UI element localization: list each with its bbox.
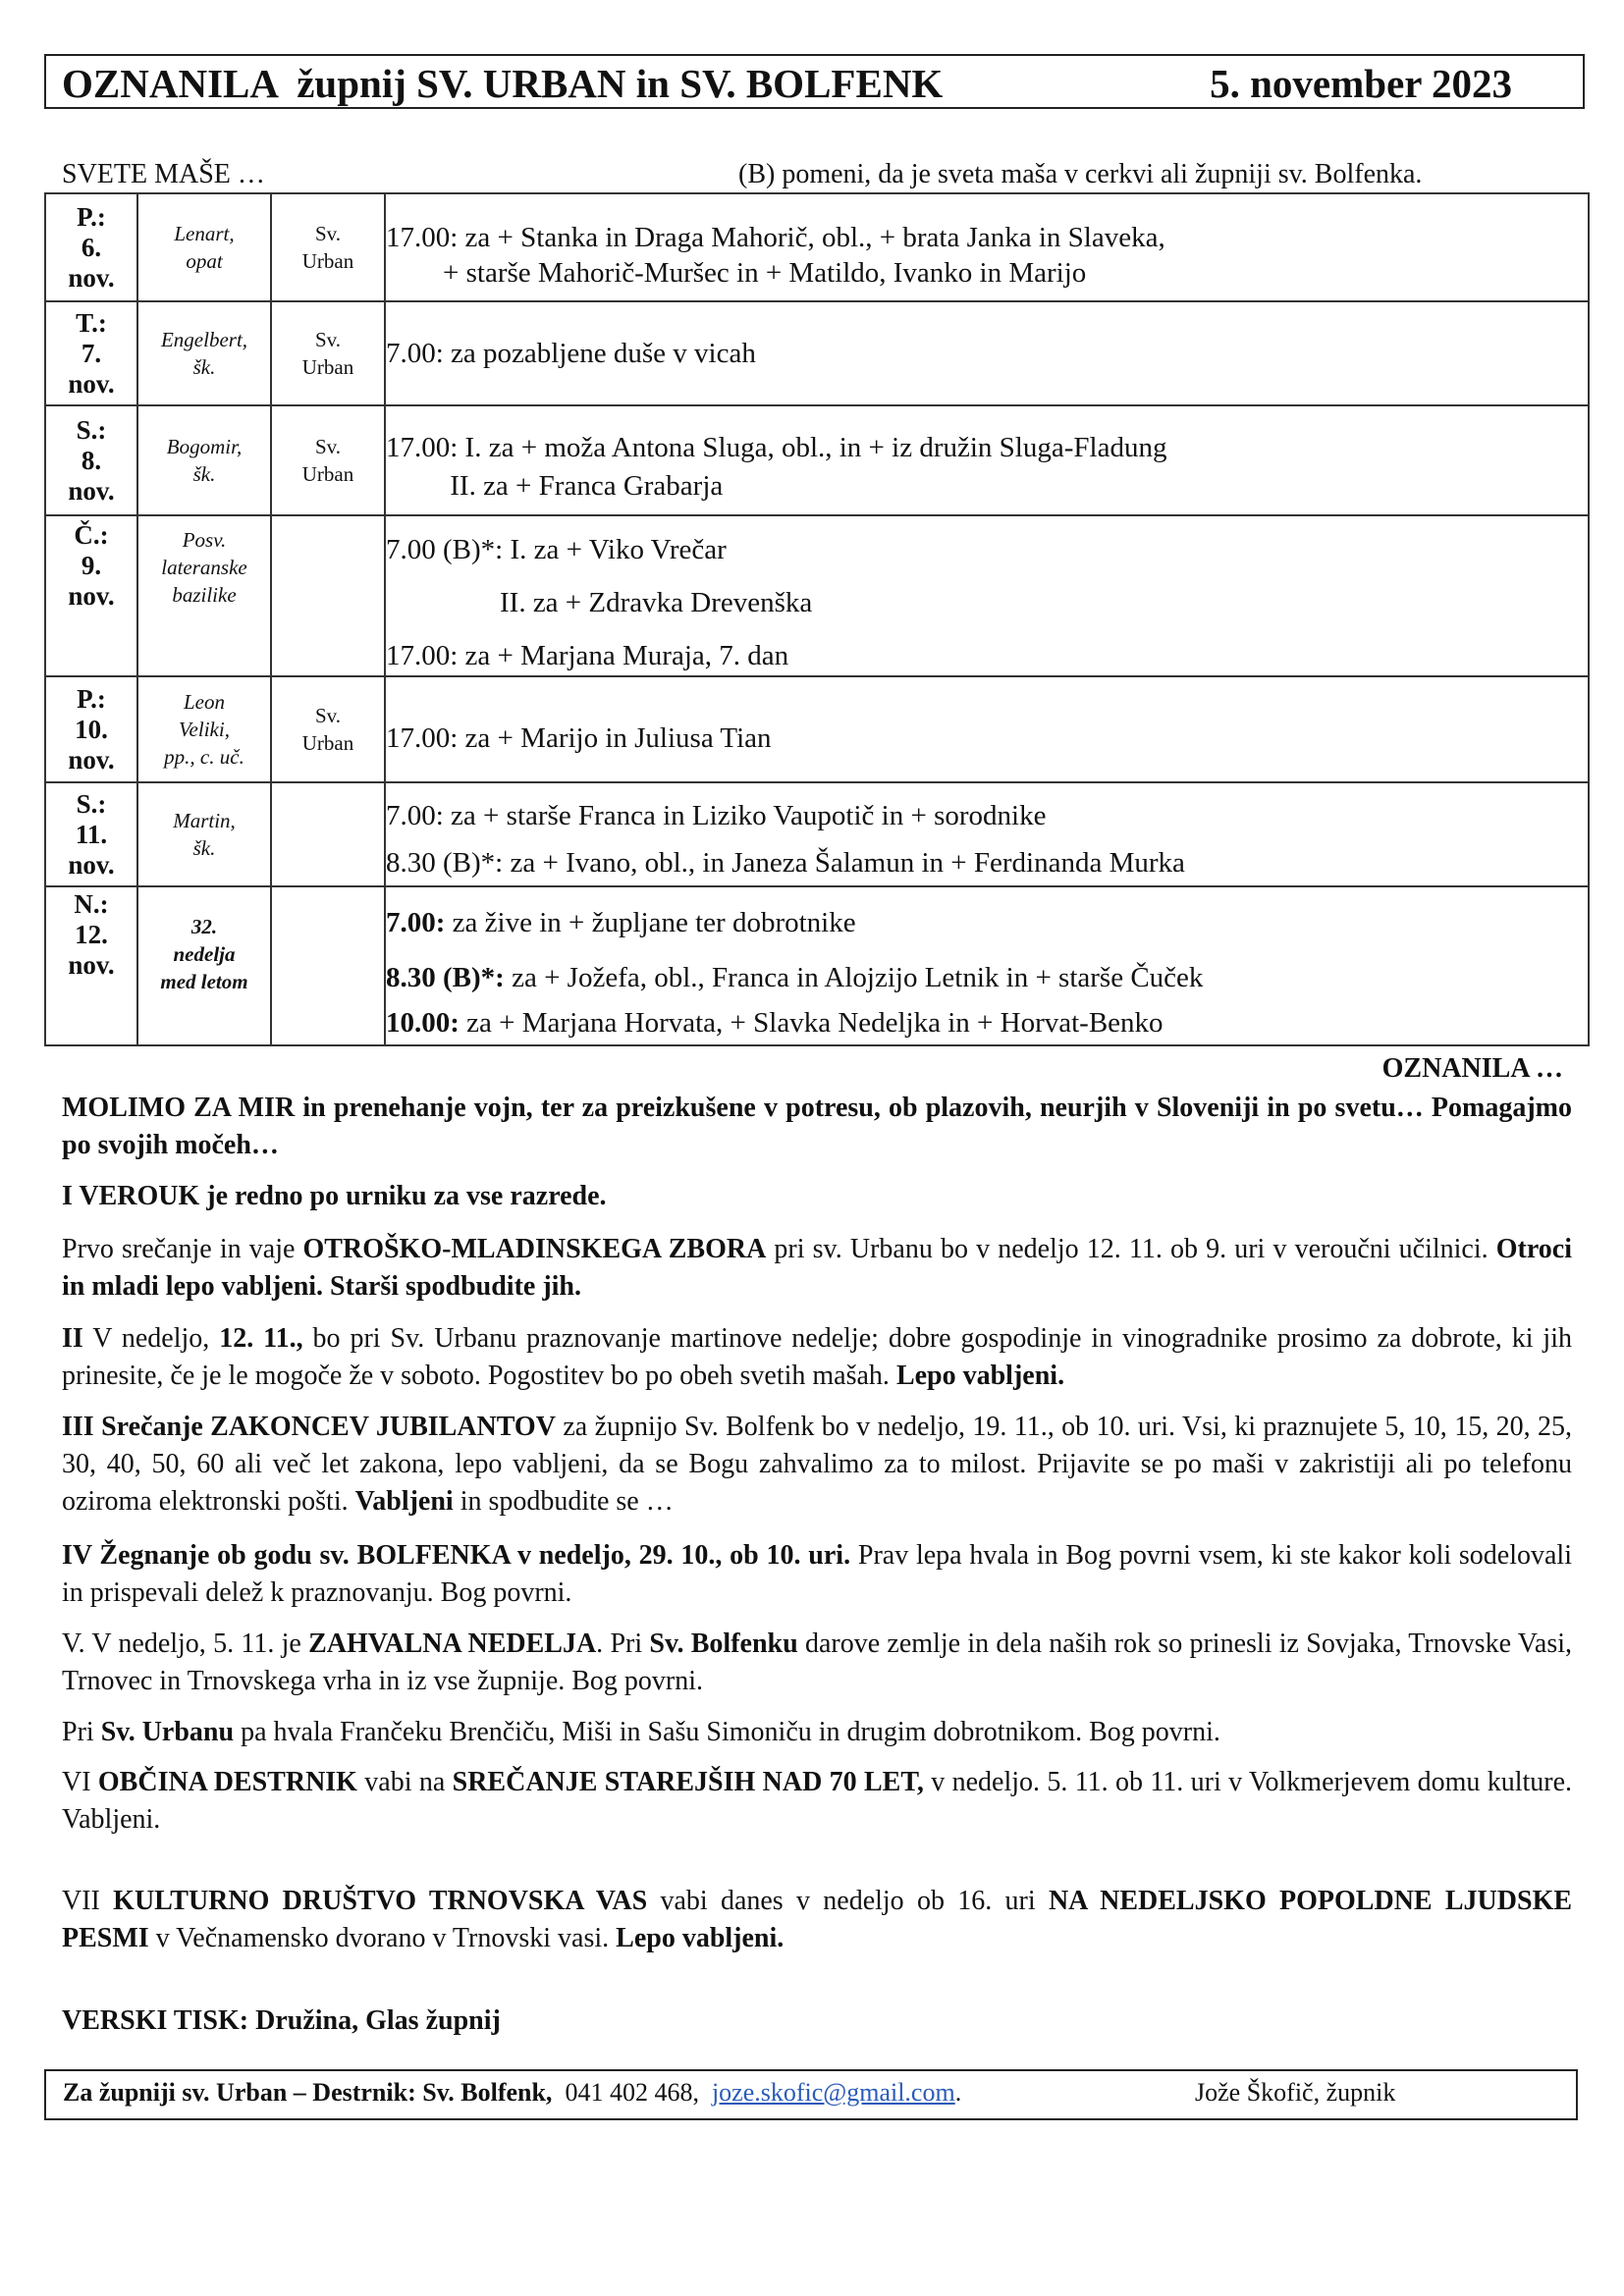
saint-cell: Engelbert, šk. <box>137 301 271 405</box>
church-cell <box>271 886 385 1045</box>
table-row <box>45 886 1589 1045</box>
day-cell: T.: 7. nov. <box>45 301 137 405</box>
announcement-jubilee-couples: III Srečanje ZAKONCEV JUBILANTOV za župnijo Sv. Bolfenk bo v nedeljo, 19. 11., ob 10. uri. Vsi, ki praznujete 5, 10, 15, 20, 25, 30, 40, 50, 60 ali več let zakona, lepo vabljeni, da se Bogu zahvalimo za to milost. Prijavite se po maši v zakristiji ali po telefonu oziroma elektronski pošti. Vabljeni in spodbudite se … <box>62 1412 1572 1517</box>
church-cell <box>271 515 385 676</box>
table-row <box>45 301 1589 405</box>
page-title: OZNANILA župnij SV. URBAN in SV. BOLFENK <box>62 61 944 106</box>
announcement-urban-thanks: Pri Sv. Urbanu pa hvala Frančeku Brenčiču, Miši in Sašu Simoniču in drugim dobrotnikom. Bog povrni. <box>62 1717 1220 1747</box>
mass-intentions: 7.00: za žive in + župljane ter dobrotnike 8.30 (B)*: za + Jožefa, obl., Franca in Alojzijo Letnik in + starše Čuček 10.00: za + Marjana Horvata, + Slavka Nedeljka in + Horvat-Benko <box>385 886 1589 1045</box>
saint-cell: Leon Veliki, pp., c. uč. <box>137 676 271 782</box>
table-row <box>45 782 1589 886</box>
church-cell: Sv. Urban <box>271 193 385 301</box>
mass-intentions: 7.00: za pozabljene duše v vicah <box>385 301 1589 405</box>
table-row <box>45 405 1589 515</box>
announcements-heading: OZNANILA … <box>1381 1053 1563 1084</box>
church-cell: Sv. Urban <box>271 405 385 515</box>
announcement-catechism: I VEROUK je redno po urniku za vse razrede. <box>62 1181 607 1211</box>
mass-intentions: 7.00: za + starše Franca in Liziko Vaupotič in + sorodnike 8.30 (B)*: za + Ivano, obl., in Janeza Šalamun in + Ferdinanda Murka <box>385 782 1589 886</box>
table-row <box>45 676 1589 782</box>
saint-cell: 32. nedelja med letom <box>137 886 271 1045</box>
issue-date: 5. november 2023 <box>1210 61 1512 106</box>
day-cell: S.: 8. nov. <box>45 405 137 515</box>
announcement-press: VERSKI TISK: Družina, Glas župnij <box>62 2005 501 2036</box>
announcement-seniors-meeting: VI OBČINA DESTRNIK vabi na SREČANJE STAREJŠIH NAD 70 LET, v nedeljo. 5. 11. ob 11. uri v Volkmerjevem domu kulture. Vabljeni. <box>62 1767 1573 1835</box>
day-cell: P.: 10. nov. <box>45 676 137 782</box>
table-row <box>45 193 1589 301</box>
mass-intentions: 17.00: za + Marijo in Juliusa Tian <box>385 676 1589 782</box>
masses-label: SVETE MAŠE … <box>62 159 265 189</box>
saint-cell: Martin, šk. <box>137 782 271 886</box>
header-box <box>44 54 1585 109</box>
announcement-bolfenk-feast: IV Žegnanje ob godu sv. BOLFENKA v nedeljo, 29. 10., ob 10. uri. Prav lepa hvala in Bog povrni vsem, ki ste kakor koli sodelovali in prispevali delež k praznovanju. Bog povrni. <box>62 1540 1572 1608</box>
mass-intentions: 7.00 (B)*: I. za + Viko Vrečar II. za + Zdravka Drevenška 17.00: za + Marjana Muraja, 7. dan <box>385 515 1589 676</box>
announcement-martin-sunday: II V nedeljo, 12. 11., bo pri Sv. Urbanu praznovanje martinove nedelje; dobre gospodinje in vinogradnike prosimo za dobrote, ki jih prinesite, če je le mogoče že v soboto. Pogostitev bo po obeh svetih mašah. Lepo vabljeni. <box>62 1323 1572 1391</box>
contact-footer <box>44 2069 1578 2120</box>
announcement-folk-songs: VII KULTURNO DRUŠTVO TRNOVSKA VAS vabi danes v nedeljo ob 16. uri NA NEDELJSKO POPOLDNE LJUDSKE PESMI v Večnamensko dvorano v Trnovski vasi. Lepo vabljeni. <box>62 1886 1573 1953</box>
mass-intentions: 17.00: za + Stanka in Draga Mahorič, obl., + brata Janka in Slaveka, + starše Mahorič-Muršec in + Matildo, Ivanko in Marijo <box>385 193 1589 301</box>
mass-intentions: 17.00: I. za + moža Antona Sluga, obl., in + iz družin Sluga-Fladung II. za + Franca Grabarja <box>385 405 1589 515</box>
day-cell: P.: 6. nov. <box>45 193 137 301</box>
announcement-peace: MOLIMO ZA MIR in prenehanje vojn, ter za preizkušene v potresu, ob plazovih, neurjih v Sloveniji in po svetu… Pomagajmo po svojih močeh… <box>62 1093 1572 1160</box>
day-cell: Č.: 9. nov. <box>45 515 137 676</box>
priest-signature: Jože Škofič, župnik <box>1195 2078 1396 2107</box>
church-cell: Sv. Urban <box>271 676 385 782</box>
saint-cell: Posv. lateranske bazilike <box>137 515 271 676</box>
announcement-choir: Prvo srečanje in vaje OTROŠKO-MLADINSKEGA ZBORA pri sv. Urbanu bo v nedeljo 12. 11. ob 9. uri v veroučni učilnici. Otroci in mladi lepo vabljeni. Starši spodbudite jih. <box>62 1234 1572 1302</box>
day-cell: S.: 11. nov. <box>45 782 137 886</box>
contact-line: Za župniji sv. Urban – Destrnik: Sv. Bolfenk, 041 402 468, joze.skofic@gmail.com. <box>63 2078 962 2107</box>
church-cell <box>271 782 385 886</box>
mass-schedule-table <box>44 192 1590 1046</box>
masses-note: (B) pomeni, da je sveta maša v cerkvi ali župniji sv. Bolfenka. <box>738 159 1423 189</box>
church-cell: Sv. Urban <box>271 301 385 405</box>
email-link[interactable]: joze.skofic@gmail.com <box>711 2078 955 2107</box>
saint-cell: Bogomir, šk. <box>137 405 271 515</box>
announcement-thanksgiving: V. V nedeljo, 5. 11. je ZAHVALNA NEDELJA. Pri Sv. Bolfenku darove zemlje in dela naših rok so prinesli iz Sovjaka, Trnovske Vasi, Trnovec in Trnovskega vrha in iz vse župnije. Bog povrni. <box>62 1629 1572 1696</box>
saint-cell: Lenart, opat <box>137 193 271 301</box>
day-cell: N.: 12. nov. <box>45 886 137 1045</box>
table-row <box>45 515 1589 676</box>
